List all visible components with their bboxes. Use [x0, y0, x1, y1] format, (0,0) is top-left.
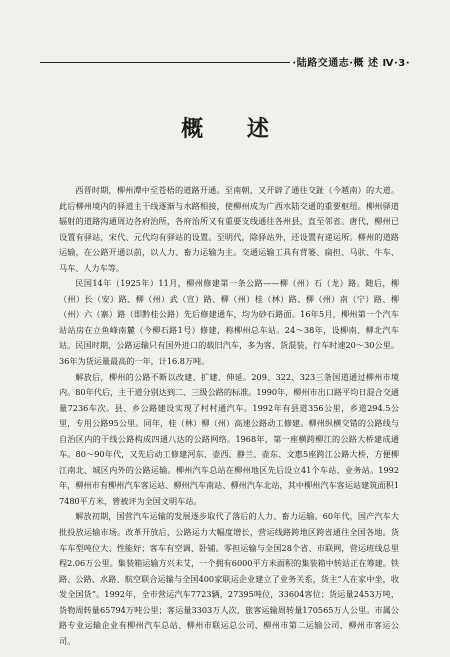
- paragraph-1: 西晋时期，柳州潭中至苍梧的道路开通。至南朝，又开辟了通往交趾（今越南）的大道。此后柳州境内的驿道主干线逐渐与水路相接，使柳州成为广西水陆交通的重要枢纽。柳州驿道辐射的道路沟通周边各府治所，各府治所又有重要支线通往各州县，直至邻省。唐代，柳州已设置有驿站，宋代、元代均有驿站的设置。至明代，除驿站外，还设置有递运所。柳州的道路运输，在公路开通以前，以人力、畜力运输为主。交通运输工具有背篓、扁担、马驮、牛车、马车、人力车等。: [59, 185, 399, 273]
- running-title: ·陆路交通志·概 述 Ⅳ·3·: [292, 58, 410, 69]
- page-title: 概 述: [181, 117, 287, 142]
- paragraph-4: 解放初期，国营汽车运输的发展逐步取代了落后的人力、畜力运输。60年代，国产汽车大批投放运输市场。改革开放后，公路运力大幅度增长，营运线路跨地区跨省通往全国各地。货车车型吨位大、性能好；客车有空调、卧铺。零担运输与全国28个省、市联网，营运班线总里程2.06万公里。集装箱运输方兴未艾，一个拥有6000平方米面积的集装箱中转站正在筹建。铁路、公路、水路、航空联合运输与全国400家联运企业建立了业务关系，货主“人在家中坐，收发全国货”。1992年，全市营运汽车7723辆，27395吨位，33604客位；货运量2453万吨，货物周转量65794万吨公里；客运量3303万人次，旅客运输周转量170565万人公里。市属公路专业运输企业有柳州汽车总站、柳州市联运总公司、柳州市第二运输公司、柳州市客运公司。: [59, 511, 399, 646]
- body-text: [59, 183, 399, 649]
- header-rule: [40, 62, 290, 63]
- paragraph-2: 民国14年（1925年）11月，柳州修建第一条公路——柳（州）石（龙）路。随后，柳（州）长（安）路、柳（州）武（宣）路、柳（州）桂（林）路、柳（州）南（宁）路、柳（州）六（寨）路（即黔桂公路）先后修建通车，均为砂石路面。16年5月，柳州第一个汽车站站房在立鱼峰南麓（今柳石路1号）修建，称柳州总车站。24～38年，设柳南、柳北汽车站。民国时期，公路运输只有国外进口的载旧汽车，多为客、货混装，行车时速20～30公里。36年为货运量最高的一年，计16.8万吨。: [59, 278, 399, 367]
- paragraph-3: 解放后，柳州的公路不断以改建、扩建、伸延。209、322、323三条国道通过柳州市境内。80年代后，主干道分别达到二、三级公路的标准。1990年，柳州市出口路平均日混合交通量7236车次。县、乡公路建设实现了村村通汽车。1992年有县道356公里，乡道294.5公里，专用公路95公里。同年，桂（林）柳（州）高速公路动工修建。柳州纵横交错的公路线与自治区内的干线公路构成四通八达的公路网络。1968年，第一座横跨柳江的公路大桥建成通车。80～90年代，又先后动工修建河东、壶西、静兰、壶东、文惠5座跨江公路大桥，方便柳江南北、城区内外的公路运输。柳州汽车总站在柳州地区先后设立41个车站、业务站。1992年，柳州市有柳州汽车客运站、柳州汽车南站、柳州汽车北站，其中柳州汽车客运站建筑面积17480平方米，曾被评为全国文明车站。: [59, 371, 399, 506]
- page-header: [40, 54, 410, 72]
